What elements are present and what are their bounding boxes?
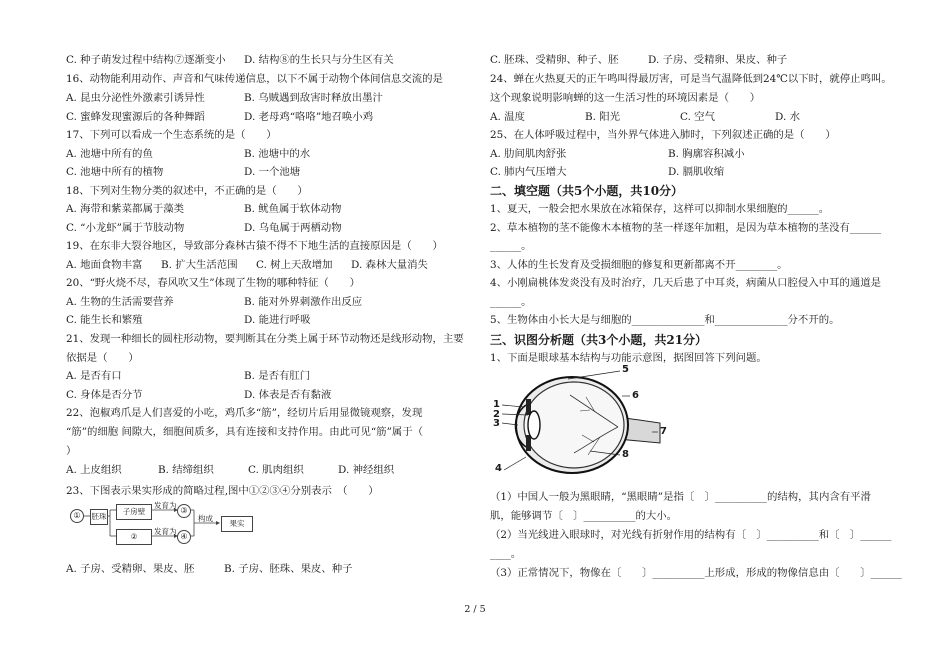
q24-option-b: B. 阳光 xyxy=(585,111,621,123)
analysis-1-q3: （3）正常情况下，物像在〔 〕__________上形成，形成的物像信息由〔 〕______ xyxy=(490,567,902,579)
diagram-box-ovule: 胚珠 xyxy=(90,509,108,525)
q17-option-d: D. 一个池塘 xyxy=(244,166,301,178)
question-17: 17、下列可以看成一个生态系统的是（ ） xyxy=(66,129,277,141)
eye-label-5: 5 xyxy=(622,364,629,375)
analysis-1-q2-line2: ____。 xyxy=(490,548,522,560)
diagram-box-ovary-wall: 子房壁 xyxy=(116,504,152,520)
q21-option-c: C. 身体是否分节 xyxy=(66,389,143,401)
q25-option-b: B. 胸廓容积减小 xyxy=(668,148,745,160)
q21-option-d: D. 体表是否有黏液 xyxy=(244,389,332,401)
diagram-arrow-label-1: 发育为 xyxy=(154,501,177,510)
q24-option-c: C. 空气 xyxy=(680,111,715,123)
question-18: 18、下列对生物分类的叙述中，不正确的是（ ） xyxy=(66,185,308,197)
question-20: 20、“野火烧不尽，春风吹又生”体现了生物的哪种特征（ ） xyxy=(66,277,360,289)
q23-option-d: D. 子房、受精卵、果皮、种子 xyxy=(648,54,788,66)
question-22-line2: “筋”的细胞 间隙大，细胞间质多，具有连接和支持作用。由此可见“筋”属于（ xyxy=(66,426,424,438)
question-22-line1: 22、泡椒鸡爪是人们喜爱的小吃，鸡爪多“筋”，经切片后用显微镜观察，发现 xyxy=(66,407,423,419)
q21-option-b: B. 是否有肛门 xyxy=(244,370,311,382)
analysis-1-q1-line2: 肌，能够调节〔 〕__________的大小。 xyxy=(490,510,678,522)
q22-option-c: C. 肌肉组织 xyxy=(248,464,304,476)
page-number: 2 / 5 xyxy=(464,604,486,615)
q20-option-c: C. 能生长和繁殖 xyxy=(66,314,143,326)
q25-option-d: D. 膈肌收缩 xyxy=(668,166,725,178)
fill-2-line1: 2、草本植物的茎不能像木本植物的茎一样逐年加粗，是因为草本植物的茎没有______ xyxy=(490,222,882,234)
q23-option-b: B. 子房、胚珠、果皮、种子 xyxy=(224,563,353,575)
q19-option-a: A. 地面食物丰富 xyxy=(66,259,143,271)
q24-option-a: A. 温度 xyxy=(490,111,525,123)
q23-option-c: C. 胚珠、受精卵、种子、胚 xyxy=(490,54,619,66)
q18-option-c: C. “小龙虾”属于节肢动物 xyxy=(66,222,185,234)
fill-1: 1、夏天，一般会把水果放在冰箱保存，这样可以抑制水果细胞的______。 xyxy=(490,203,830,215)
diagram-box-2: ② xyxy=(116,529,152,545)
fill-4-line2: ______。 xyxy=(490,296,532,308)
fill-5: 5、生物体由小长大是与细胞的______________和______________分不开的。 xyxy=(490,314,840,326)
diagram-circle-3: ③ xyxy=(177,504,191,518)
q20-option-d: D. 能进行呼吸 xyxy=(244,314,311,326)
eye-label-2: 2 xyxy=(493,409,500,420)
question-25: 25、在人体呼吸过程中，当外界气体进入肺时，下列叙述正确的是（ ） xyxy=(490,129,836,141)
q15-option-d: D. 结构⑧的生长只与分生区有关 xyxy=(244,54,394,66)
q17-option-b: B. 池塘中的水 xyxy=(244,148,311,160)
question-16: 16、动物能利用动作、声音和气味传递信息，以下不属于动物个体间信息交流的是 xyxy=(66,73,443,85)
q22-option-a: A. 上皮组织 xyxy=(66,464,122,476)
q22-option-d: D. 神经组织 xyxy=(338,464,395,476)
q17-option-c: C. 池塘中所有的植物 xyxy=(66,166,164,178)
q16-option-d: D. 老母鸡“咯咯”地召唤小鸡 xyxy=(244,111,374,123)
q18-option-a: A. 海带和紫菜都属于藻类 xyxy=(66,203,185,215)
q19-option-c: C. 树上天敌增加 xyxy=(256,259,333,271)
q20-option-b: B. 能对外界刺激作出反应 xyxy=(244,296,363,308)
fill-3: 3、人体的生长发育及受损细胞的修复和更新都离不开________。 xyxy=(490,259,788,271)
q16-option-c: C. 蜜蜂发现蜜源后的各种舞蹈 xyxy=(66,111,205,123)
q16-option-b: B. 乌贼遇到敌害时释放出墨汁 xyxy=(244,92,383,104)
eye-label-8: 8 xyxy=(622,449,629,460)
q23-option-a: A. 子房、受精卵、果皮、胚 xyxy=(66,563,195,575)
q22-option-b: B. 结缔组织 xyxy=(158,464,214,476)
section-2-title: 二、填空题（共5个小题，共10分） xyxy=(490,184,684,198)
eyeball-drawing xyxy=(490,365,680,477)
eye-label-4: 4 xyxy=(495,463,502,474)
eye-label-7: 7 xyxy=(660,426,667,437)
diagram-compose-label: 构成 xyxy=(198,514,213,523)
q15-option-c: C. 种子萌发过程中结构⑦逐渐变小 xyxy=(66,54,226,66)
analysis-1-q2-line1: （2）当光线进入眼球时，对光线有折射作用的结构有〔 〕__________和〔 〕______ xyxy=(490,529,892,541)
diagram-circle-4: ④ xyxy=(177,530,191,544)
question-22-line3: ） xyxy=(66,445,77,457)
q24-option-d: D. 水 xyxy=(775,111,800,123)
question-24-line2: 这个现象说明影响蝉的这一生活习性的环境因素是（ ） xyxy=(490,92,761,104)
question-23: 23、下图表示果实形成的简略过程,图中①②③④分别表示 （ ） xyxy=(66,485,379,497)
diagram-circle-1: ① xyxy=(70,509,84,523)
question-21-line1: 21、发现一种细长的圆柱形动物，要判断其在分类上属于环节动物还是线形动物，主要 xyxy=(66,333,464,345)
eye-structure-diagram xyxy=(490,365,680,477)
fill-4-line1: 4、小刚扁桃体发炎没有及时治疗，几天后患了中耳炎，病菌从口腔侵入中耳的通道是 xyxy=(490,277,882,289)
eye-label-3: 3 xyxy=(493,418,500,429)
fill-2-line2: ______。 xyxy=(490,240,532,252)
section-3-title: 三、识图分析题（共3个小题，共21分） xyxy=(490,333,708,347)
q20-option-a: A. 生物的生活需要营养 xyxy=(66,296,174,308)
q19-option-d: D. 森林大量消失 xyxy=(351,259,428,271)
diagram-box-fruit: 果实 xyxy=(221,516,253,532)
q18-option-b: B. 鱿鱼属于软体动物 xyxy=(244,203,342,215)
q16-option-a: A. 昆虫分泌性外激素引诱异性 xyxy=(66,92,205,104)
question-21-line2: 依据是（ ） xyxy=(66,352,139,364)
eye-label-1: 1 xyxy=(493,399,500,410)
eye-label-6: 6 xyxy=(632,390,639,401)
q19-option-b: B. 扩大生活范围 xyxy=(161,259,238,271)
q25-option-a: A. 肋间肌肉舒张 xyxy=(490,148,567,160)
analysis-1-q1-line1: （1）中国人一般为黑眼睛，“黑眼睛”是指〔 〕__________的结构，其内含有平滑 xyxy=(490,491,871,503)
q21-option-a: A. 是否有口 xyxy=(66,370,122,382)
question-19: 19、在东非大裂谷地区，导致部分森林古猿不得不下地生活的直接原因是（ ） xyxy=(66,240,443,252)
fruit-formation-diagram xyxy=(70,501,260,546)
q17-option-a: A. 池塘中所有的鱼 xyxy=(66,148,153,160)
analysis-1-intro: 1、下面是眼球基本结构与功能示意图，据图回答下列问题。 xyxy=(490,352,767,364)
q25-option-c: C. 肺内气压增大 xyxy=(490,166,567,178)
q18-option-d: D. 乌龟属于两栖动物 xyxy=(244,222,342,234)
question-24-line1: 24、蝉在火热夏天的正午鸣叫得最厉害，可是当气温降低到24℃以下时，就停止鸣叫。 xyxy=(490,73,892,85)
diagram-arrow-label-2: 发育为 xyxy=(154,527,177,536)
